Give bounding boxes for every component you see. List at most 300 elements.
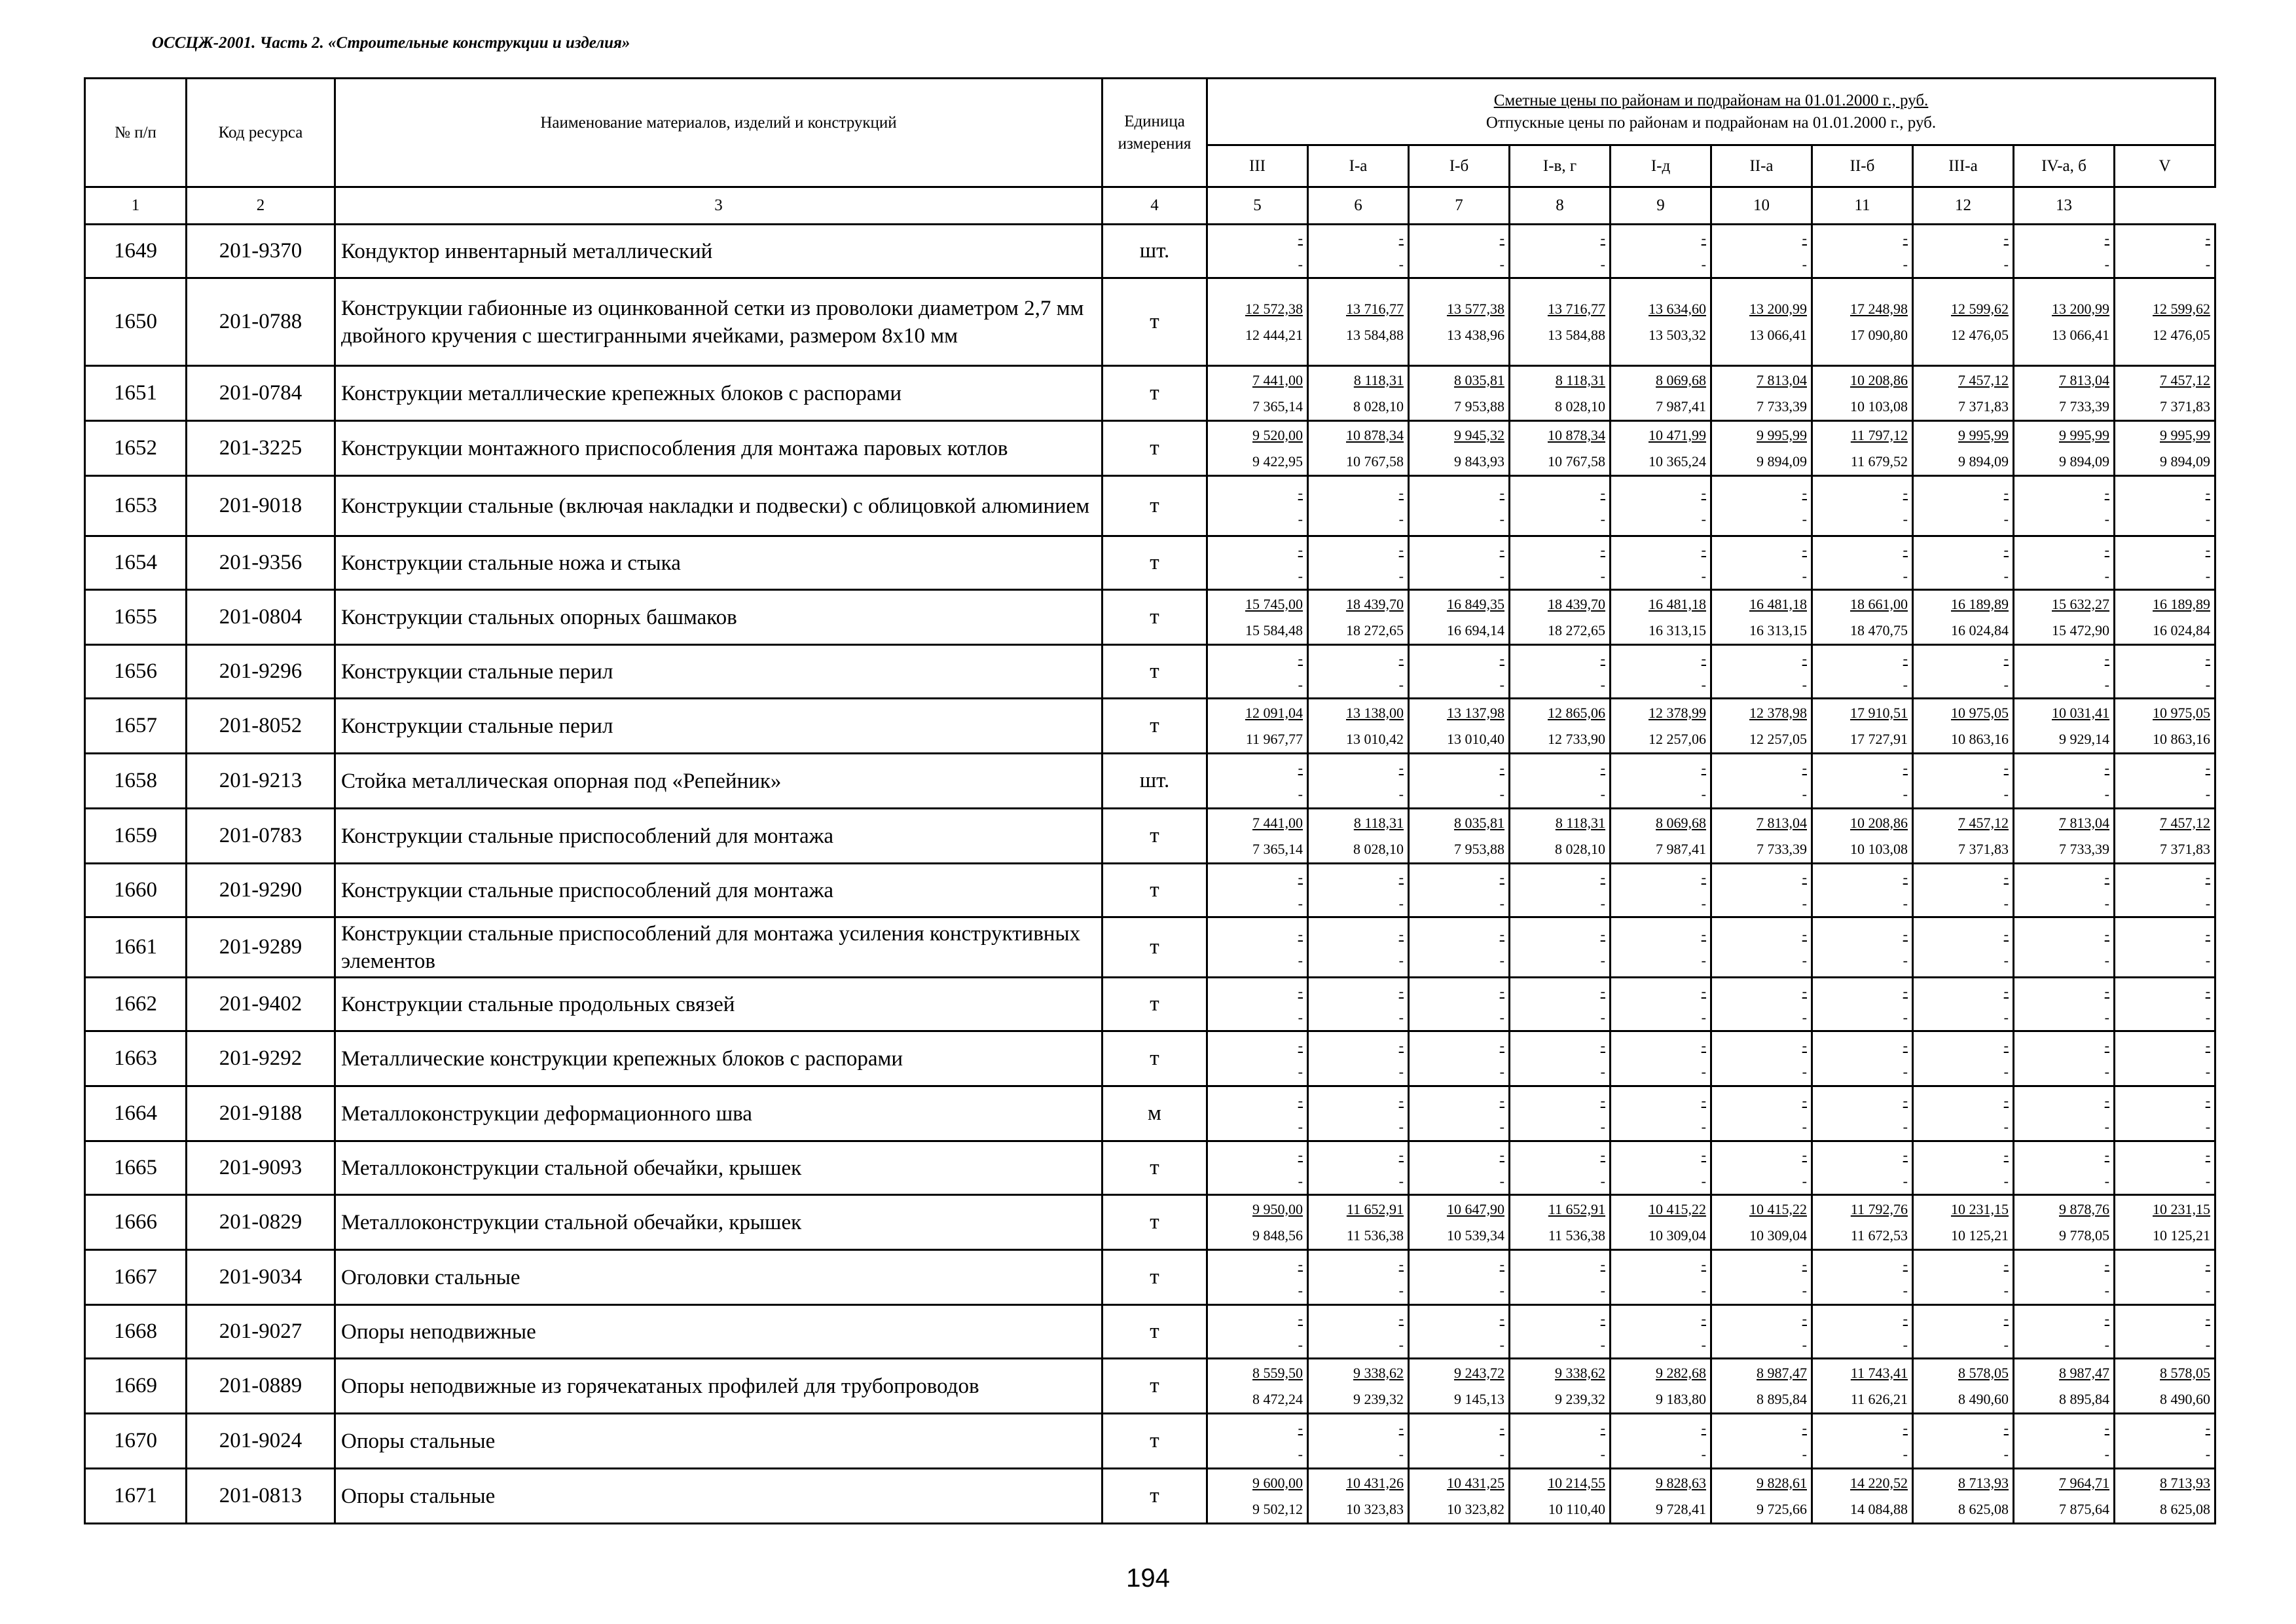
release-price: - bbox=[1600, 510, 1605, 527]
price-cell bbox=[1611, 645, 1711, 699]
unit: т bbox=[1102, 917, 1207, 978]
release-price: - bbox=[2104, 1118, 2109, 1135]
row-number: 1660 bbox=[85, 864, 187, 917]
price-cell bbox=[1812, 590, 1913, 645]
estimate-price: 10 415,22 bbox=[1649, 1200, 1706, 1217]
release-price: 8 028,10 bbox=[1353, 840, 1404, 857]
price-cell bbox=[1913, 225, 2014, 278]
unit: м bbox=[1102, 1086, 1207, 1141]
header-region: IV-а, б bbox=[2014, 145, 2115, 187]
row-number: 1665 bbox=[85, 1141, 187, 1195]
table-row bbox=[85, 1469, 2215, 1524]
release-price: - bbox=[2104, 255, 2109, 272]
release-price: - bbox=[1903, 1063, 1908, 1080]
price-cell bbox=[1913, 645, 2014, 699]
release-price: - bbox=[2205, 1172, 2211, 1189]
estimate-price: 16 481,18 bbox=[1749, 595, 1807, 612]
estimate-price: - bbox=[1398, 1255, 1404, 1272]
price-cell bbox=[1913, 754, 2014, 809]
column-number: 12 bbox=[1913, 187, 2014, 225]
price-cell bbox=[1711, 1141, 1812, 1195]
price-cell bbox=[1409, 978, 1510, 1031]
material-name: Конструкции стальные продольных связей bbox=[335, 978, 1102, 1031]
price-cell bbox=[1812, 1414, 1913, 1469]
price-cell bbox=[1308, 1359, 1409, 1414]
material-name: Металлические конструкции крепежных блоков с распорами bbox=[335, 1031, 1102, 1086]
release-price: 11 536,38 bbox=[1346, 1227, 1404, 1244]
column-number: 9 bbox=[1611, 187, 1711, 225]
estimate-price: - bbox=[1903, 1310, 1908, 1327]
row-number: 1651 bbox=[85, 366, 187, 421]
release-price: 10 365,24 bbox=[1649, 452, 1706, 470]
price-cell bbox=[1913, 1086, 2014, 1141]
estimate-price: 7 457,12 bbox=[2160, 814, 2211, 831]
estimate-price: 8 118,31 bbox=[1353, 814, 1404, 831]
material-name: Конструкции стальные перил bbox=[335, 699, 1102, 754]
price-cell bbox=[1308, 864, 1409, 917]
row-number: 1662 bbox=[85, 978, 187, 1031]
row-number: 1663 bbox=[85, 1031, 187, 1086]
release-price: - bbox=[1499, 1063, 1504, 1080]
release-price: 7 733,39 bbox=[2059, 397, 2109, 415]
column-number: 1 bbox=[85, 187, 187, 225]
estimate-price: 7 441,00 bbox=[1252, 814, 1303, 831]
estimate-price: 8 559,50 bbox=[1252, 1364, 1303, 1381]
release-price: - bbox=[2003, 1172, 2009, 1189]
release-price: - bbox=[1802, 951, 1807, 969]
price-cell bbox=[1711, 278, 1812, 366]
release-price: - bbox=[1802, 785, 1807, 802]
estimate-price: 10 975,05 bbox=[2153, 704, 2211, 721]
release-price: - bbox=[2205, 567, 2211, 584]
price-cell bbox=[2014, 1195, 2115, 1250]
price-cell bbox=[2014, 978, 2115, 1031]
price-cell bbox=[2115, 754, 2215, 809]
resource-code: 201-9034 bbox=[187, 1250, 335, 1305]
price-cell bbox=[1510, 978, 1611, 1031]
estimate-price: - bbox=[1903, 1037, 1908, 1054]
release-price: - bbox=[1802, 1063, 1807, 1080]
estimate-price: - bbox=[1398, 650, 1404, 667]
release-price: - bbox=[2205, 510, 2211, 527]
price-cell bbox=[1207, 917, 1308, 978]
estimate-price: - bbox=[1802, 1146, 1807, 1163]
price-cell bbox=[1308, 1469, 1409, 1524]
price-cell bbox=[1510, 225, 1611, 278]
price-cell bbox=[1207, 809, 1308, 864]
estimate-price: - bbox=[2003, 1310, 2009, 1327]
estimate-price: - bbox=[2104, 925, 2109, 942]
price-cell bbox=[2014, 645, 2115, 699]
release-price: 15 472,90 bbox=[2052, 621, 2109, 638]
price-cell bbox=[1409, 421, 1510, 476]
estimate-price: - bbox=[1398, 1310, 1404, 1327]
header-region: II-б bbox=[1812, 145, 1913, 187]
estimate-price: - bbox=[1499, 229, 1504, 246]
release-price: - bbox=[1701, 567, 1706, 584]
release-price: 10 863,16 bbox=[1951, 730, 2009, 747]
price-cell bbox=[1308, 476, 1409, 536]
price-cell bbox=[2014, 590, 2115, 645]
release-price: 7 365,14 bbox=[1252, 840, 1303, 857]
price-cell bbox=[1812, 536, 1913, 590]
estimate-price: - bbox=[1701, 925, 1706, 942]
estimate-price: - bbox=[1701, 1310, 1706, 1327]
price-cell bbox=[1510, 699, 1611, 754]
price-cell bbox=[1510, 366, 1611, 421]
price-cell bbox=[2115, 1031, 2215, 1086]
release-price: 9 422,95 bbox=[1252, 452, 1303, 470]
material-name: Оголовки стальные bbox=[335, 1250, 1102, 1305]
price-cell bbox=[2115, 809, 2215, 864]
release-price: - bbox=[1499, 1282, 1504, 1299]
material-name: Конструкции габионные из оцинкованной сетки из проволоки диаметром 2,7 мм двойного кручения с шестигранными ячейками, размером 8х10 мм bbox=[335, 278, 1102, 366]
release-price: 9 728,41 bbox=[1656, 1500, 1706, 1517]
estimate-price: - bbox=[1600, 925, 1605, 942]
estimate-price: 8 713,93 bbox=[2160, 1474, 2211, 1491]
estimate-price: 17 248,98 bbox=[1850, 300, 1908, 317]
estimate-price: 10 231,15 bbox=[2153, 1200, 2211, 1217]
release-price: - bbox=[1903, 1336, 1908, 1353]
price-cell bbox=[2014, 366, 2115, 421]
estimate-price: - bbox=[1398, 868, 1404, 885]
header-region: II-а bbox=[1711, 145, 1812, 187]
estimate-price: 10 415,22 bbox=[1749, 1200, 1807, 1217]
price-cell bbox=[1409, 1086, 1510, 1141]
estimate-price: - bbox=[1398, 1092, 1404, 1109]
estimate-price: 12 865,06 bbox=[1548, 704, 1605, 721]
estimate-price: - bbox=[2003, 1092, 2009, 1109]
estimate-price: - bbox=[1298, 541, 1303, 558]
estimate-price: - bbox=[1298, 868, 1303, 885]
estimate-price: - bbox=[1298, 1092, 1303, 1109]
release-price: - bbox=[1499, 1445, 1504, 1462]
estimate-price: - bbox=[1903, 925, 1908, 942]
release-price: - bbox=[1701, 255, 1706, 272]
release-price: - bbox=[1600, 1008, 1605, 1025]
header-region: I-а bbox=[1308, 145, 1409, 187]
price-cell bbox=[1409, 1305, 1510, 1359]
release-price: 10 110,40 bbox=[1548, 1500, 1605, 1517]
release-price: - bbox=[1903, 567, 1908, 584]
release-price: - bbox=[1499, 1118, 1504, 1135]
estimate-price: - bbox=[1600, 1037, 1605, 1054]
estimate-price: - bbox=[1903, 1255, 1908, 1272]
price-cell bbox=[1711, 1031, 1812, 1086]
price-cell bbox=[1611, 1414, 1711, 1469]
table-row bbox=[85, 366, 2215, 421]
price-cell bbox=[1409, 278, 1510, 366]
material-name: Конструкции стальные приспособлений для монтажа bbox=[335, 809, 1102, 864]
estimate-price: 11 792,76 bbox=[1850, 1200, 1908, 1217]
release-price: 10 863,16 bbox=[2153, 730, 2211, 747]
release-price: 7 733,39 bbox=[1757, 840, 1807, 857]
price-cell bbox=[1812, 699, 1913, 754]
price-cell bbox=[1409, 590, 1510, 645]
price-cell bbox=[1611, 536, 1711, 590]
release-price: - bbox=[1398, 567, 1404, 584]
row-number: 1664 bbox=[85, 1086, 187, 1141]
estimate-price: 10 208,86 bbox=[1850, 814, 1908, 831]
price-cell bbox=[2014, 1031, 2115, 1086]
estimate-price: 10 208,86 bbox=[1850, 371, 1908, 388]
estimate-price: 11 652,91 bbox=[1548, 1200, 1605, 1217]
estimate-price: - bbox=[1701, 759, 1706, 776]
price-cell bbox=[1510, 476, 1611, 536]
release-price: 8 028,10 bbox=[1555, 397, 1605, 415]
price-cell bbox=[1510, 1086, 1611, 1141]
table-row bbox=[85, 536, 2215, 590]
resource-code: 201-0784 bbox=[187, 366, 335, 421]
estimate-price: 13 200,99 bbox=[2052, 300, 2109, 317]
release-price: - bbox=[1398, 255, 1404, 272]
estimate-price: 8 035,81 bbox=[1454, 371, 1504, 388]
price-cell bbox=[1308, 978, 1409, 1031]
unit: т bbox=[1102, 421, 1207, 476]
estimate-price: 12 599,62 bbox=[1951, 300, 2009, 317]
estimate-price: 8 713,93 bbox=[1958, 1474, 2009, 1491]
header-unit: Единица измерения bbox=[1102, 79, 1207, 187]
price-cell bbox=[2014, 809, 2115, 864]
estimate-price: 9 828,63 bbox=[1656, 1474, 1706, 1491]
price-cell bbox=[1510, 645, 1611, 699]
price-cell bbox=[1308, 645, 1409, 699]
estimate-price: - bbox=[1298, 1037, 1303, 1054]
resource-code: 201-9027 bbox=[187, 1305, 335, 1359]
release-price: - bbox=[2205, 1063, 2211, 1080]
release-price: 7 733,39 bbox=[2059, 840, 2109, 857]
estimate-price: 8 987,47 bbox=[2059, 1364, 2109, 1381]
release-price: 13 584,88 bbox=[1548, 326, 1605, 343]
table-row bbox=[85, 225, 2215, 278]
release-price: - bbox=[1701, 951, 1706, 969]
price-cell bbox=[1308, 536, 1409, 590]
release-price: - bbox=[1298, 567, 1303, 584]
release-price: - bbox=[1701, 1445, 1706, 1462]
estimate-price: - bbox=[2104, 484, 2109, 501]
price-cell bbox=[1711, 421, 1812, 476]
row-number: 1671 bbox=[85, 1469, 187, 1524]
table-row bbox=[85, 754, 2215, 809]
release-price: - bbox=[2104, 1008, 2109, 1025]
unit: т bbox=[1102, 1469, 1207, 1524]
price-cell bbox=[2014, 754, 2115, 809]
price-cell bbox=[1711, 476, 1812, 536]
table-row bbox=[85, 978, 2215, 1031]
release-price: 10 309,04 bbox=[1749, 1227, 1807, 1244]
release-price: - bbox=[1499, 255, 1504, 272]
release-price: - bbox=[1398, 510, 1404, 527]
estimate-price: - bbox=[1499, 650, 1504, 667]
row-number: 1649 bbox=[85, 225, 187, 278]
release-price: - bbox=[2003, 676, 2009, 693]
release-price: - bbox=[2003, 1063, 2009, 1080]
price-cell bbox=[1409, 864, 1510, 917]
price-cell bbox=[2014, 1414, 2115, 1469]
price-cell bbox=[1611, 1250, 1711, 1305]
price-cell bbox=[1611, 1031, 1711, 1086]
estimate-price: - bbox=[1499, 868, 1504, 885]
estimate-price: 8 069,68 bbox=[1656, 814, 1706, 831]
unit: т bbox=[1102, 278, 1207, 366]
release-price: - bbox=[1903, 1008, 1908, 1025]
release-price: - bbox=[2003, 1118, 2009, 1135]
estimate-price: 7 813,04 bbox=[1757, 371, 1807, 388]
price-cell bbox=[1913, 864, 2014, 917]
price-cell bbox=[1711, 917, 1812, 978]
release-price: 13 584,88 bbox=[1346, 326, 1404, 343]
price-cell bbox=[2014, 699, 2115, 754]
estimate-price: - bbox=[1600, 541, 1605, 558]
resource-code: 201-9296 bbox=[187, 645, 335, 699]
estimate-price: 9 995,99 bbox=[1757, 426, 1807, 443]
price-cell bbox=[1913, 278, 2014, 366]
price-cell bbox=[2115, 225, 2215, 278]
estimate-price: 11 797,12 bbox=[1850, 426, 1908, 443]
price-cell bbox=[1913, 1359, 2014, 1414]
column-number: 11 bbox=[1812, 187, 1913, 225]
price-cell bbox=[1611, 754, 1711, 809]
estimate-price: - bbox=[2003, 229, 2009, 246]
material-name: Конструкции стальных опорных башмаков bbox=[335, 590, 1102, 645]
price-cell bbox=[1510, 1195, 1611, 1250]
price-cell bbox=[2115, 1195, 2215, 1250]
estimate-price: - bbox=[1298, 982, 1303, 999]
estimate-price: 9 600,00 bbox=[1252, 1474, 1303, 1491]
release-price: 8 028,10 bbox=[1555, 840, 1605, 857]
release-price: - bbox=[1499, 785, 1504, 802]
table-row bbox=[85, 278, 2215, 366]
estimate-price: - bbox=[2205, 650, 2211, 667]
price-cell bbox=[2014, 1305, 2115, 1359]
estimate-price: - bbox=[1903, 759, 1908, 776]
price-cell bbox=[1611, 917, 1711, 978]
release-price: - bbox=[1298, 510, 1303, 527]
row-number: 1650 bbox=[85, 278, 187, 366]
column-number: 8 bbox=[1510, 187, 1611, 225]
column-number: 4 bbox=[1102, 187, 1207, 225]
unit: т bbox=[1102, 1195, 1207, 1250]
price-cell bbox=[2115, 366, 2215, 421]
release-price: - bbox=[1499, 1172, 1504, 1189]
price-cell bbox=[1611, 421, 1711, 476]
release-price: 7 987,41 bbox=[1656, 840, 1706, 857]
estimate-price: - bbox=[1701, 982, 1706, 999]
estimate-price: - bbox=[2003, 1037, 2009, 1054]
release-price: 12 444,21 bbox=[1245, 326, 1303, 343]
price-cell bbox=[1207, 366, 1308, 421]
price-cell bbox=[1308, 366, 1409, 421]
unit: т bbox=[1102, 1141, 1207, 1195]
release-price: 13 010,42 bbox=[1346, 730, 1404, 747]
release-price: - bbox=[1903, 255, 1908, 272]
release-price: - bbox=[1298, 1172, 1303, 1189]
estimate-price: - bbox=[1499, 1037, 1504, 1054]
price-cell bbox=[2014, 421, 2115, 476]
estimate-price: - bbox=[2205, 1037, 2211, 1054]
table-row bbox=[85, 864, 2215, 917]
estimate-price: 18 661,00 bbox=[1850, 595, 1908, 612]
estimate-price: - bbox=[1701, 229, 1706, 246]
estimate-price: - bbox=[1298, 1255, 1303, 1272]
unit: т bbox=[1102, 590, 1207, 645]
release-price: - bbox=[1802, 1445, 1807, 1462]
estimate-price: 18 439,70 bbox=[1346, 595, 1404, 612]
estimate-price: - bbox=[2104, 1255, 2109, 1272]
price-cell bbox=[1510, 1305, 1611, 1359]
release-price: 10 125,21 bbox=[2153, 1227, 2211, 1244]
estimate-price: - bbox=[2003, 1419, 2009, 1436]
price-cell bbox=[1913, 1250, 2014, 1305]
price-cell bbox=[1711, 978, 1812, 1031]
release-price: 11 679,52 bbox=[1850, 452, 1908, 470]
release-price: 7 953,88 bbox=[1454, 397, 1504, 415]
price-cell bbox=[1812, 645, 1913, 699]
release-price: 16 024,84 bbox=[2153, 621, 2211, 638]
estimate-price: 7 813,04 bbox=[2059, 371, 2109, 388]
estimate-price: 7 813,04 bbox=[1757, 814, 1807, 831]
estimate-price: - bbox=[1600, 1146, 1605, 1163]
price-cell bbox=[1409, 225, 1510, 278]
estimate-price: 15 632,27 bbox=[2052, 595, 2109, 612]
material-name: Конструкции стальные приспособлений для монтажа усиления конструктивных элементов bbox=[335, 917, 1102, 978]
material-name: Металлоконструкции деформационного шва bbox=[335, 1086, 1102, 1141]
unit: т bbox=[1102, 1305, 1207, 1359]
release-price: - bbox=[2104, 1063, 2109, 1080]
price-cell bbox=[1207, 1414, 1308, 1469]
price-cell bbox=[1711, 1469, 1812, 1524]
estimate-price: 16 189,89 bbox=[2153, 595, 2211, 612]
price-cell bbox=[1308, 754, 1409, 809]
release-price: 8 895,84 bbox=[1757, 1390, 1807, 1407]
resource-code: 201-9213 bbox=[187, 754, 335, 809]
release-price: - bbox=[2205, 895, 2211, 912]
resource-code: 201-9290 bbox=[187, 864, 335, 917]
price-cell bbox=[1207, 1141, 1308, 1195]
price-cell bbox=[1711, 590, 1812, 645]
header-num: № п/п bbox=[85, 79, 187, 187]
release-price: 13 438,96 bbox=[1447, 326, 1504, 343]
release-price: - bbox=[2205, 1336, 2211, 1353]
release-price: - bbox=[2205, 951, 2211, 969]
price-cell bbox=[1308, 1086, 1409, 1141]
release-price: - bbox=[1499, 510, 1504, 527]
estimate-price: - bbox=[1903, 982, 1908, 999]
price-cell bbox=[2115, 1086, 2215, 1141]
estimate-price: - bbox=[1600, 868, 1605, 885]
price-cell bbox=[2115, 590, 2215, 645]
estimate-price: - bbox=[1802, 868, 1807, 885]
price-cell bbox=[1913, 1469, 2014, 1524]
estimate-price: - bbox=[1499, 1146, 1504, 1163]
release-price: - bbox=[1701, 1336, 1706, 1353]
estimate-price: - bbox=[1600, 1310, 1605, 1327]
price-cell bbox=[1207, 864, 1308, 917]
release-price: 9 894,09 bbox=[1757, 452, 1807, 470]
estimate-price: - bbox=[2205, 925, 2211, 942]
release-price: 7 953,88 bbox=[1454, 840, 1504, 857]
estimate-price: - bbox=[1398, 1419, 1404, 1436]
material-name: Конструкции стальные перил bbox=[335, 645, 1102, 699]
price-cell bbox=[1409, 1195, 1510, 1250]
release-price: 10 125,21 bbox=[1951, 1227, 2009, 1244]
price-cell bbox=[1207, 1195, 1308, 1250]
estimate-price: 7 457,12 bbox=[1958, 814, 2009, 831]
release-price: - bbox=[2205, 255, 2211, 272]
estimate-price: - bbox=[1701, 484, 1706, 501]
estimate-price: - bbox=[2104, 650, 2109, 667]
price-cell bbox=[1510, 1031, 1611, 1086]
